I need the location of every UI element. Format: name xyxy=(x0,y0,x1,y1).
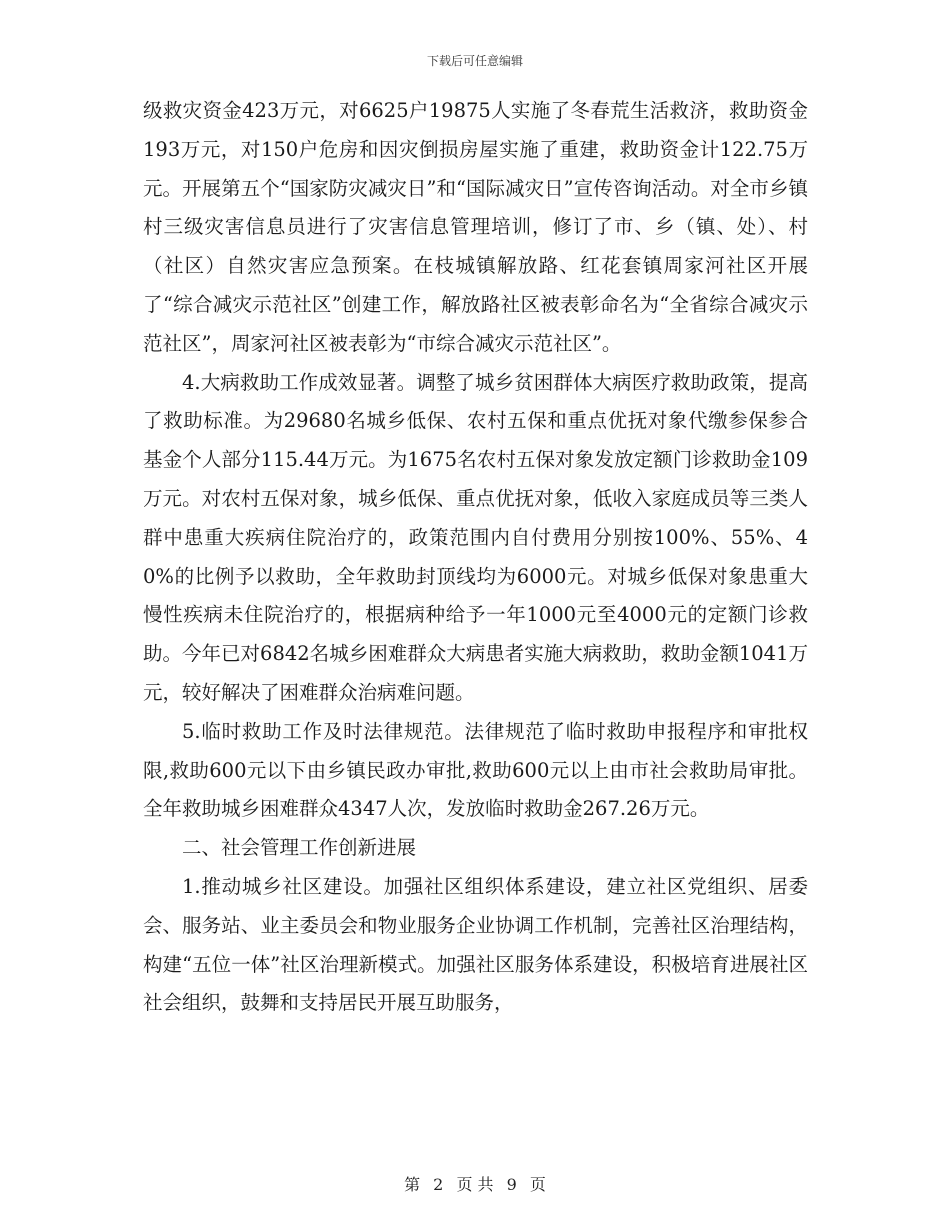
paragraph-major-illness-relief: 4.大病救助工作成效显著。调整了城乡贫困群体大病医疗救助政策，提高了救助标准。为29680名城乡低保、农村五保和重点优抚对象代缴参保参合基金个人部分115.44万元。为1675名农村五保对象发放定额门诊救助金109万元。对农村五保对象，城乡低保、重点优抚对象，低收入家庭成员等三类人群中患重大疾病住院治疗的，政策范围内自付费用分别按100%、55%、40%的比例予以救助，全年救助封顶线均为6000元。对城乡低保对象患重大慢性疾病未住院治疗的，根据病种给予一年1000元至4000元的定额门诊救助。今年已对6842名城乡困难群众大病患者实施大病救助，救助金额1041万元，较好解决了困难群众治病难问题。 xyxy=(143,370,808,704)
footer-page-number: 2 xyxy=(433,1175,444,1194)
document-body xyxy=(143,92,808,1023)
footer-middle: 页 共 xyxy=(456,1175,494,1194)
section-heading-social-management: 二、社会管理工作创新进展 xyxy=(182,836,417,860)
footer-suffix: 页 xyxy=(529,1175,546,1194)
page-header: 下载后可任意编辑 xyxy=(426,54,523,68)
footer-prefix: 第 xyxy=(404,1175,421,1194)
paragraph-temporary-relief: 5.临时救助工作及时法律规范。法律规范了临时救助申报程序和审批权限,救助600元以下由乡镇民政办审批,救助600元以上由市社会救助局审批。全年救助城乡困难群众4347人次，发放临时救助金267.26万元。 xyxy=(143,719,808,821)
paragraph-community-building: 1.推动城乡社区建设。加强社区组织体系建设，建立社区党组织、居委会、服务站、业主委员会和物业服务企业协调工作机制，完善社区治理结构，构建“五位一体”社区治理新模式。加强社区服务体系建设，积极培育进展社区社会组织，鼓舞和支持居民开展互助服务， xyxy=(143,874,808,1015)
footer-total-pages: 9 xyxy=(506,1175,517,1194)
paragraph-disaster-relief: 级救灾资金423万元，对6625户19875人实施了冬春荒生活救济，救助资金193万元，对150户危房和因灾倒损房屋实施了重建，救助资金计122.75万元。开展第五个“国家防灾减灾日”和“国际减灾日”宣传咨询活动。对全市乡镇村三级灾害信息员进行了灾害信息管理培训，修订了市、乡（镇、处）、村（社区）自然灾害应急预案。在枝城镇解放路、红花套镇周家河社区开展了“综合减灾示范社区”创建工作，解放路社区被表彰命名为“全省综合减灾示范社区”，周家河社区被表彰为“市综合减灾示范社区”。 xyxy=(143,99,808,355)
page-footer xyxy=(0,1172,950,1195)
